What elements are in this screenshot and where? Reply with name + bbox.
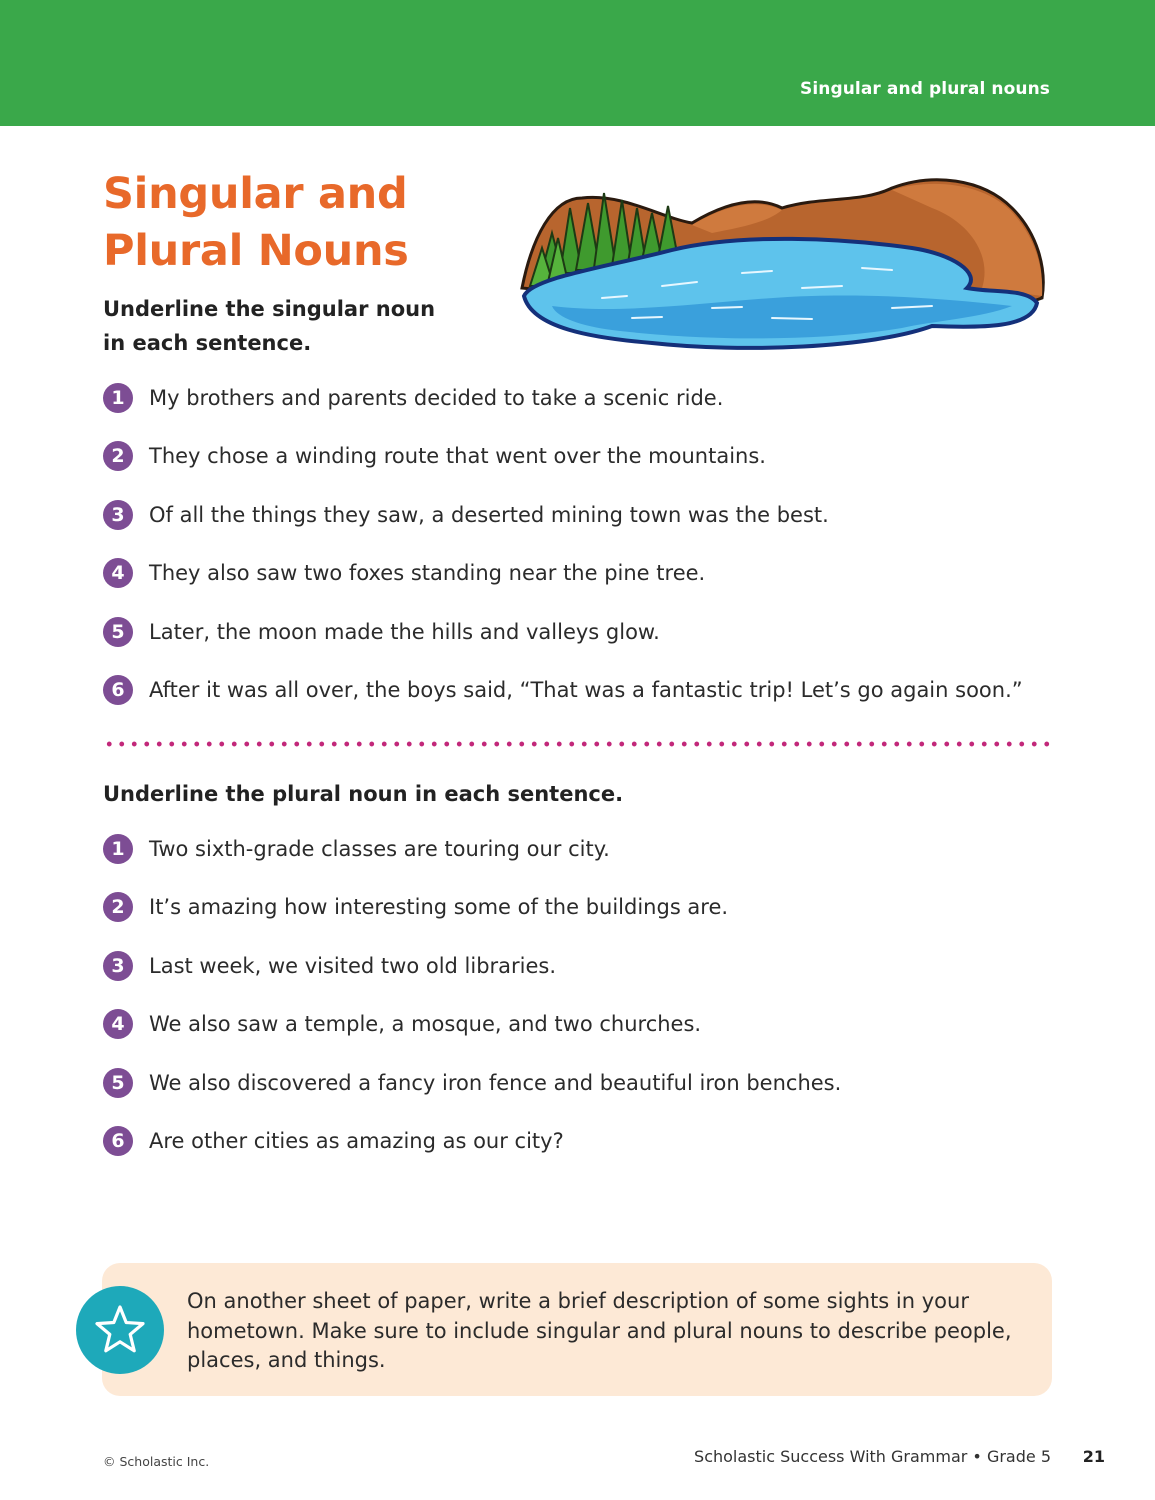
sentence: Are other cities as amazing as our city?: [149, 1128, 564, 1153]
sentence: After it was all over, the boys said, “That was a fantastic trip! Let’s go again soon.”: [149, 677, 1023, 702]
list-item: [103, 1126, 1063, 1184]
list-item: [103, 892, 1063, 950]
activity-text: On another sheet of paper, write a brief description of some sights in your hometown. Make sure to include singular and plural nouns to describe people, places, and things.: [187, 1289, 1012, 1372]
star-badge: [76, 1286, 164, 1374]
lake-landscape-icon: [512, 178, 1052, 358]
topic-label: Singular and plural nouns: [799, 79, 1050, 99]
number-badge: 5: [103, 1068, 133, 1098]
book-title: Scholastic Success With Grammar • Grade 5: [694, 1447, 1051, 1466]
sentence: We also saw a temple, a mosque, and two churches.: [149, 1012, 702, 1037]
sentence: Last week, we visited two old libraries.: [149, 953, 557, 978]
list-item: [103, 441, 1063, 499]
header-banner: [0, 0, 1155, 126]
page-number: 21: [1082, 1447, 1105, 1466]
title-line-2: Plural Nouns: [103, 226, 409, 276]
singular-noun-list: [103, 383, 1063, 733]
number-badge: 2: [103, 441, 133, 471]
list-item: [103, 617, 1063, 675]
sentence: We also discovered a fancy iron fence and beautiful iron benches.: [149, 1070, 842, 1095]
number-badge: 1: [103, 834, 133, 864]
copyright: © Scholastic Inc.: [103, 1454, 210, 1469]
number-badge: 6: [103, 1126, 133, 1156]
page-title: [103, 166, 409, 280]
sentence: Two sixth-grade classes are touring our city.: [149, 837, 610, 861]
list-item: [103, 500, 1063, 558]
number-badge: 2: [103, 892, 133, 922]
sentence: Later, the moon made the hills and valleys glow.: [149, 619, 660, 644]
section-1-instructions: Underline the singular noun in each sentence.: [103, 297, 436, 355]
sentence: Of all the things they saw, a deserted mining town was the best.: [149, 502, 829, 527]
number-badge: 5: [103, 617, 133, 647]
sentence: They chose a winding route that went over the mountains.: [149, 444, 766, 469]
sentence: They also saw two foxes standing near the pine tree.: [149, 561, 706, 586]
sentence: My brothers and parents decided to take a scenic ride.: [149, 386, 724, 410]
list-item: [103, 675, 1063, 733]
list-item: [103, 834, 1063, 892]
number-badge: 1: [103, 383, 133, 413]
dotted-divider: [103, 740, 1053, 748]
title-line-1: Singular and: [103, 169, 408, 219]
sentence: It’s amazing how interesting some of the buildings are.: [149, 895, 729, 920]
plural-noun-list: [103, 834, 1063, 1184]
star-icon: [92, 1302, 148, 1358]
number-badge: 4: [103, 558, 133, 588]
list-item: [103, 558, 1063, 616]
list-item: [103, 951, 1063, 1009]
list-item: [103, 1068, 1063, 1126]
number-badge: 3: [103, 500, 133, 530]
list-item: [103, 1009, 1063, 1067]
section-2-instructions: Underline the plural noun in each sentence.: [103, 782, 624, 806]
number-badge: 4: [103, 1009, 133, 1039]
number-badge: 3: [103, 951, 133, 981]
number-badge: 6: [103, 675, 133, 705]
list-item: [103, 383, 1063, 441]
